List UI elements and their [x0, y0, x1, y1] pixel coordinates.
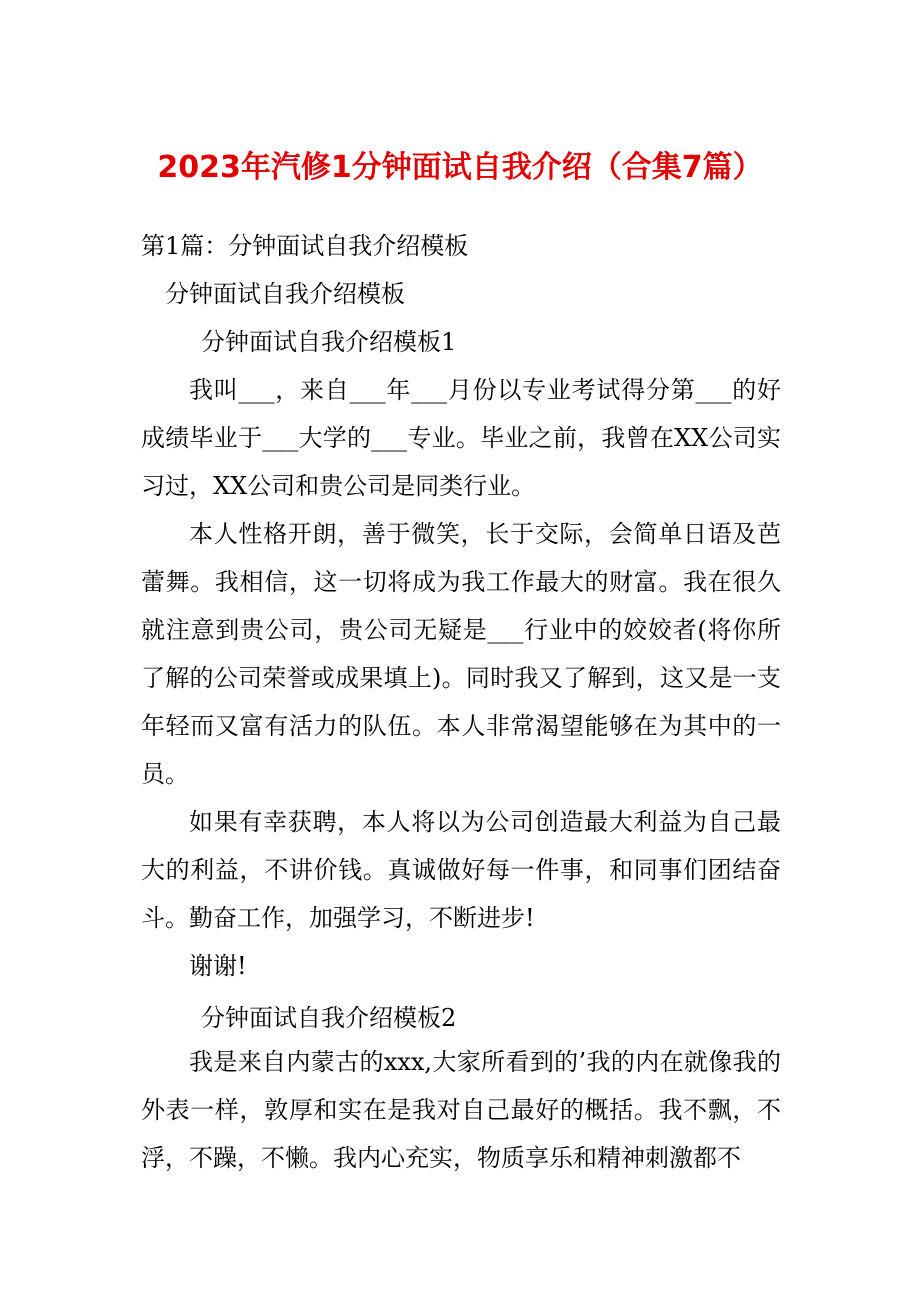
template-1-heading: 分钟面试自我介绍模板1 — [201, 328, 457, 356]
template-1-paragraph-2: 本人性格开朗，善于微笑，长于交际，会简单日语及芭蕾舞。我相信，这一切将成为我工作最大的财富。我在很久就注意到贵公司，贵公司无疑是___行业中的姣姣者(将你所了解的公司荣誉或成果填上)。同时我又了解到，这又是一支年轻而又富有活力的队伍。本人非常渴望能够在为其中的一员。 — [141, 520, 781, 788]
subheading: 分钟面试自我介绍模板 — [165, 280, 405, 308]
template-1-paragraph-1: 我叫___，来自___年___月份以专业考试得分第___的好成绩毕业于___大学的___专业。毕业之前，我曾在XX公司实习过，XX公司和贵公司是同类行业。 — [141, 376, 781, 500]
template-1-paragraph-3: 如果有幸获聘，本人将以为公司创造最大利益为自己最大的利益，不讲价钱。真诚做好每一件事，和同事们团结奋斗。勤奋工作，加强学习，不断进步! — [141, 808, 781, 932]
template-2-heading: 分钟面试自我介绍模板2 — [201, 1004, 457, 1032]
section-heading: 第1篇：分钟面试自我介绍模板 — [141, 232, 469, 260]
template-1-paragraph-4: 谢谢! — [189, 952, 247, 980]
document-title: 2023年汽修1分钟面试自我介绍（合集7篇） — [157, 150, 763, 185]
template-2-paragraph-1: 我是来自内蒙古的xxx,大家所看到的’我的内在就像我的外表一样，敦厚和实在是我对自己最好的概括。我不飘，不浮，不躁，不懒。我内心充实，物质享乐和精神刺激都不 — [141, 1048, 781, 1172]
